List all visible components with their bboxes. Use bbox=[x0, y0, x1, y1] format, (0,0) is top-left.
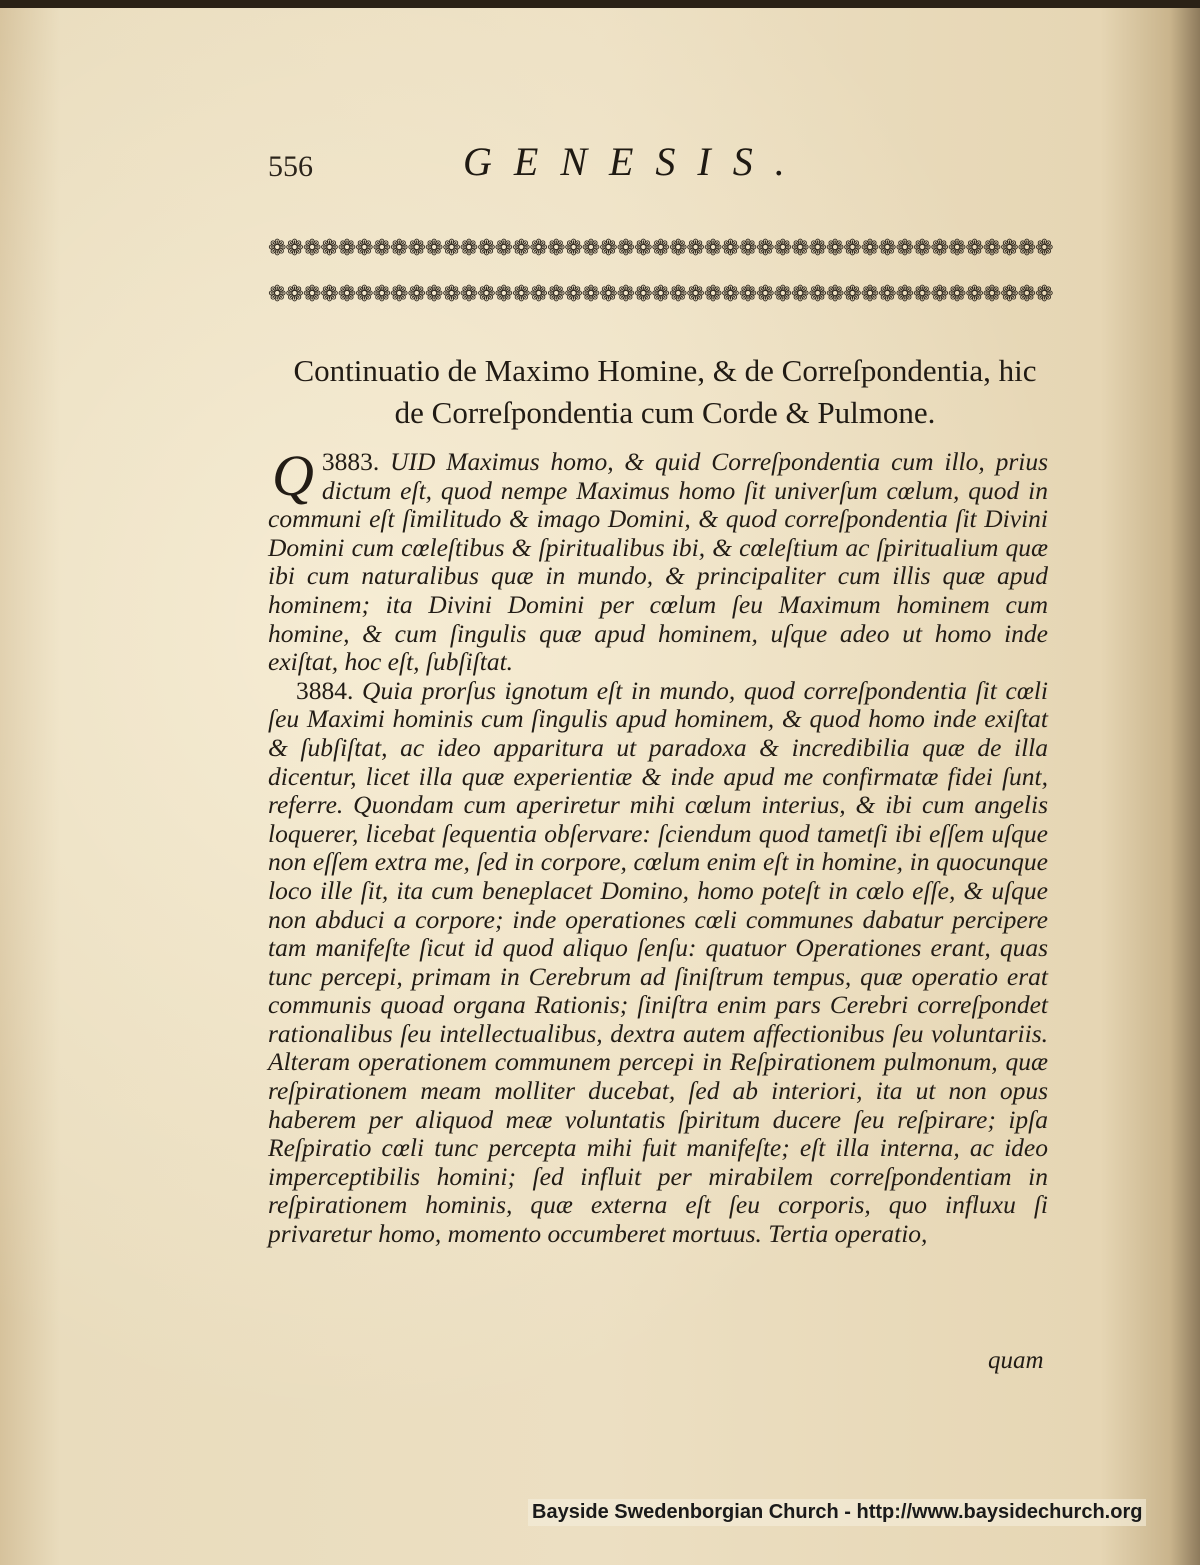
ornament-band-bottom: ❁❁❁❁❁❁❁❁❁❁❁❁❁❁❁❁❁❁❁❁❁❁❁❁❁❁❁❁❁❁❁❁❁❁❁❁❁❁❁❁❁❁❁❁❁ bbox=[268, 282, 1053, 307]
paragraph-text: UID Maximus homo, & quid Correſpondentia cum illo, prius dictum eſt, quod nempe Maximus homo ſit univerſum cœlum, quod in communi eſt ſimilitudo & imago Domini, & quod correſpondentia ſit Divini Domini cum cœleſtibus & ſpiritualibus ibi, & cœleſtium ac ſpiritualium quæ ibi cum naturalibus quæ in mundo, & principaliter cum illis quæ apud hominem; ita Divini Domini per cœlum ſeu Maximum hominem cum homine, & cum ſingulis quæ apud hominem, uſque adeo ut homo inde exiſtat, hoc eſt, ſubſiſtat. bbox=[268, 447, 1049, 677]
catchword: quam bbox=[988, 1347, 1044, 1374]
drop-cap-letter: Q bbox=[272, 443, 314, 508]
paragraph-number: 3884. bbox=[296, 675, 354, 705]
source-watermark: Bayside Swedenborgian Church - http://www.baysidechurch.org bbox=[528, 1499, 1146, 1526]
page-header bbox=[268, 138, 1058, 198]
running-title: GENESIS. bbox=[463, 139, 807, 184]
section-title: Continuatio de Maximo Homine, & de Correſpondentia, hic de Correſpondentia cum Corde & Pulmone. bbox=[293, 353, 1037, 430]
ornament-band-top: ❁❁❁❁❁❁❁❁❁❁❁❁❁❁❁❁❁❁❁❁❁❁❁❁❁❁❁❁❁❁❁❁❁❁❁❁❁❁❁❁❁❁❁❁❁ bbox=[268, 236, 1053, 261]
paragraph-3883 bbox=[268, 443, 1049, 677]
paragraph-number: 3883. bbox=[321, 447, 380, 476]
paragraph-text: Quia prorſus ignotum eſt in mundo, quod correſpondentia ſit cœli ſeu Maximi hominis cum ſingulis apud hominem, & quod homo inde exiſtat & ſubſiſtat, ac ideo apparitura ut paradoxa & incredibilia quæ de illa dicentur, licet illa quæ experientiæ & inde apud me confirmatæ fidei ſunt, referre. Quondam cum aperiretur mihi cœlum interius, & ibi cum angelis loquerer, licebat ſequentia obſervare: ſciendum quod tametſi ibi eſſem uſque non eſſem extra me, ſed in corpore, cœlum enim eſt in homine, in quocunque loco ille ſit, ita cum beneplacet Domino, homo poteſt in cœlo eſſe, & uſque non abduci a corpore; inde operationes cœli communes dabatur percipere tam manifeſte ſicut id quod aliquo ſenſu: quatuor Operationes erant, quas tunc percepi, primam in Cerebrum ad ſiniſtrum tempus, quæ operatio erat communis quoad organa Rationis; ſiniſtra enim pars Cerebri correſpondet rationalibus ſeu intellectualibus, dextra autem affectionibus ſeu voluntariis. Alteram operationem communem percepi in Reſpirationem pulmonum, quæ reſpirationem meam molliter ducebat, ſed ab interiori, ita ut non opus haberem per aliquod meæ voluntatis ſpiritum ducere ſeu reſpirare; ipſa Reſpiratio cœli tunc percepta mihi fuit manifeſte; eſt illa interna, ac ideo imperceptibilis homini; ſed influit per mirabilem correſpondentiam in reſpirationem hominis, quæ externa eſt ſeu corporis, quo influxu ſi privaretur homo, momento occumberet mortuus. Tertia operatio, bbox=[268, 675, 1049, 1249]
body-text bbox=[268, 443, 1049, 1249]
page-number: 556 bbox=[268, 150, 313, 183]
scan-top-edge bbox=[0, 0, 1200, 8]
paragraph-3884 bbox=[268, 677, 1048, 1249]
